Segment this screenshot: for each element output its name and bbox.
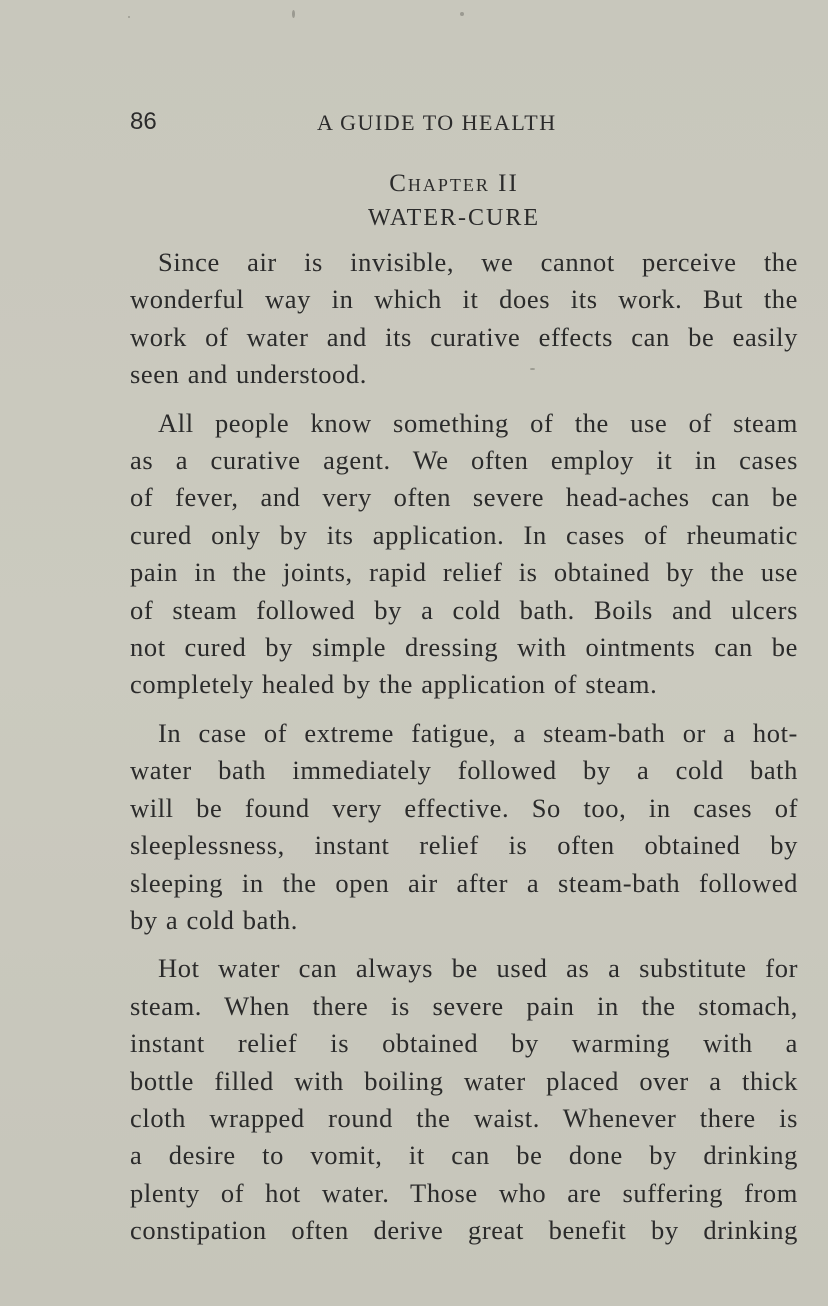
paragraph <box>130 715 798 939</box>
paper-speck <box>292 10 295 18</box>
paragraph <box>130 244 798 394</box>
page-number: 86 <box>130 108 157 135</box>
text-line: pain in the joints, rapid relief is obtained by the use <box>130 557 798 588</box>
text-line: work of water and its curative effects can be easily <box>130 321 798 352</box>
text-line: a desire to vomit, it can be done by drinking <box>130 1140 798 1171</box>
running-title: A GUIDE TO HEALTH <box>317 110 557 135</box>
text-line: completely healed by the application of steam. <box>130 669 658 700</box>
text-line: instant relief is obtained by warming with a <box>130 1028 798 1059</box>
body-text <box>130 244 798 1261</box>
text-line: All people know something of the use of steam <box>158 407 798 438</box>
text-line: bottle filled with boiling water placed over a thick <box>130 1065 798 1096</box>
text-line: cured only by its application. In cases of rheumatic <box>130 519 798 550</box>
running-head <box>130 108 798 138</box>
text-line: of fever, and very often severe head-aches can be <box>130 482 798 513</box>
text-line: by a cold bath. <box>130 904 299 935</box>
text-line: will be found very effective. So too, in cases of <box>130 792 798 823</box>
text-line: In case of extreme fatigue, a steam-bath or a hot- <box>158 717 798 748</box>
text-line: as a curative agent. We often employ it in cases <box>130 445 798 476</box>
paper-speck <box>128 16 130 18</box>
text-line: constipation often derive great benefit by drinking <box>130 1215 798 1246</box>
chapter-title: WATER-CURE <box>368 205 540 231</box>
chapter-heading: Chapter II <box>389 170 519 197</box>
text-line: seen and understood. <box>130 359 367 390</box>
paragraph <box>130 405 798 704</box>
text-line: not cured by simple dressing with ointments can be <box>130 632 798 663</box>
text-line: of steam followed by a cold bath. Boils and ulcers <box>130 594 798 625</box>
text-line: Since air is invisible, we cannot perceive the <box>158 247 798 277</box>
paper-speck <box>460 12 464 16</box>
text-line: cloth wrapped round the waist. Whenever there is <box>130 1102 798 1133</box>
text-line: wonderful way in which it does its work. But the <box>130 284 798 315</box>
text-line: Hot water can always be used as a substitute for <box>158 953 798 984</box>
paragraph <box>130 950 798 1249</box>
text-line: plenty of hot water. Those who are suffering from <box>130 1177 798 1208</box>
text-line: sleeplessness, instant relief is often obtained by <box>130 830 798 861</box>
text-line: steam. When there is severe pain in the stomach, <box>130 990 798 1021</box>
text-line: sleeping in the open air after a steam-bath followed <box>130 867 798 898</box>
text-line: water bath immediately followed by a cold bath <box>130 755 798 786</box>
